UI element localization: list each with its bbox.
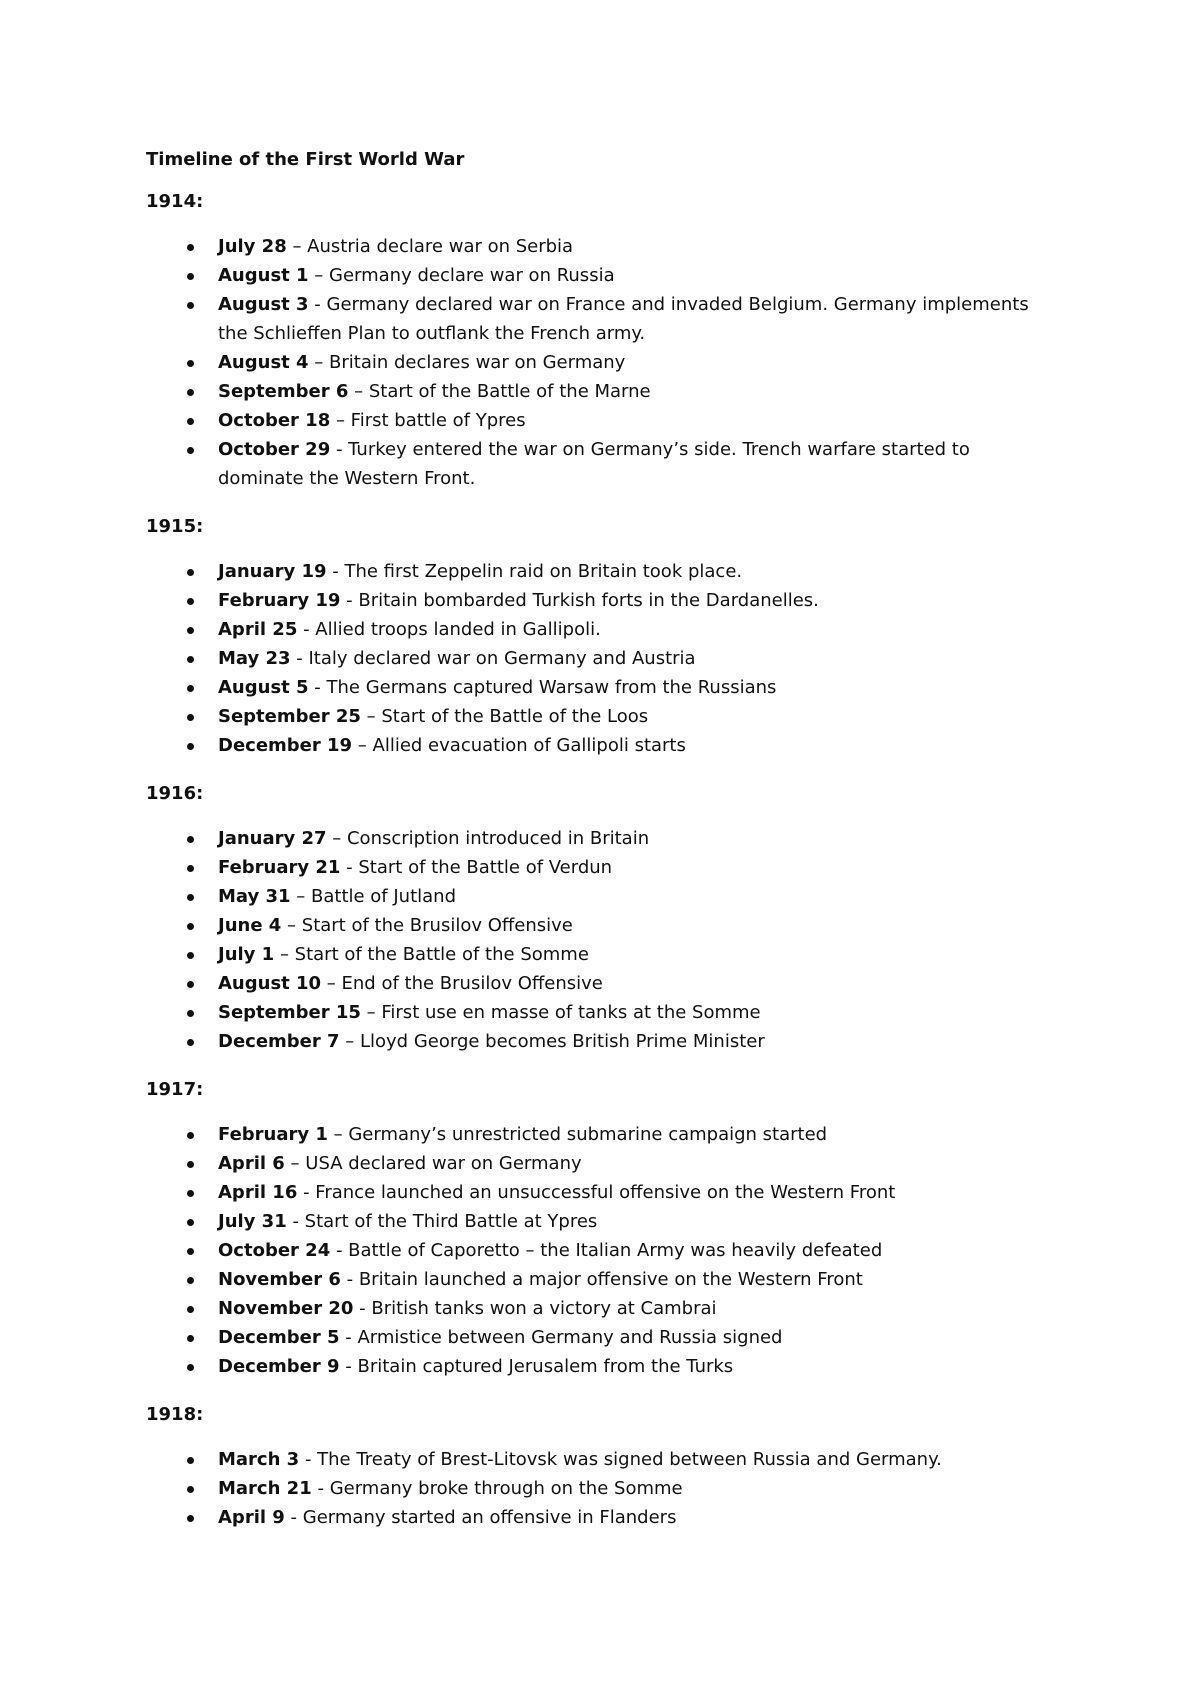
event-description: - The first Zeppelin raid on Britain took place. <box>326 561 743 582</box>
list-item <box>146 1352 1060 1381</box>
event-description: – Britain declares war on Germany <box>308 352 626 373</box>
list-item <box>146 731 1060 760</box>
bullet-icon <box>187 952 194 959</box>
event-description: – Austria declare war on Serbia <box>286 236 574 257</box>
bullet-icon <box>187 894 194 901</box>
event-description: – USA declared war on Germany <box>284 1153 582 1174</box>
bullet-icon <box>187 981 194 988</box>
list-item <box>146 232 1060 261</box>
bullet-icon <box>187 273 194 280</box>
bullet-icon <box>187 1335 194 1342</box>
list-item <box>146 1474 1060 1503</box>
event-date: November 6 <box>218 1269 341 1290</box>
list-item <box>146 1178 1060 1207</box>
bullet-icon <box>187 865 194 872</box>
bullet-icon <box>187 1306 194 1313</box>
event-description: – Lloyd George becomes British Prime Minister <box>339 1031 765 1052</box>
bullet-icon <box>187 714 194 721</box>
event-description: - Britain launched a major offensive on the Western Front <box>340 1269 863 1290</box>
event-description: - Italy declared war on Germany and Austria <box>290 648 696 669</box>
event-description: - Britain captured Jerusalem from the Turks <box>339 1356 734 1377</box>
bullet-icon <box>187 598 194 605</box>
list-item <box>146 1323 1060 1352</box>
event-date: August 4 <box>218 352 309 373</box>
list-item <box>146 1236 1060 1265</box>
list-item <box>146 406 1060 435</box>
event-list <box>146 1120 1060 1381</box>
event-description: - Germany declared war on France and invaded Belgium. Germany implements the Schlieffen Plan to outflank the French army. <box>218 294 1029 344</box>
event-description: – Battle of Jutland <box>290 886 457 907</box>
list-item <box>146 1265 1060 1294</box>
list-item <box>146 824 1060 853</box>
event-date: December 7 <box>218 1031 340 1052</box>
list-item <box>146 1120 1060 1149</box>
event-date: May 23 <box>218 648 291 669</box>
event-date: October 29 <box>218 439 331 460</box>
event-date: July 1 <box>218 944 275 965</box>
event-date: April 25 <box>218 619 298 640</box>
event-date: May 31 <box>218 886 291 907</box>
year-heading: 1916: <box>146 783 204 804</box>
list-item <box>146 702 1060 731</box>
bullet-icon <box>187 1457 194 1464</box>
event-description: – Allied evacuation of Gallipoli starts <box>352 735 686 756</box>
list-item <box>146 290 1060 348</box>
event-description: – Start of the Battle of the Marne <box>348 381 651 402</box>
event-description: – Conscription introduced in Britain <box>326 828 650 849</box>
event-list <box>146 557 1060 760</box>
bullet-icon <box>187 244 194 251</box>
event-description: - Armistice between Germany and Russia signed <box>339 1327 783 1348</box>
list-item <box>146 586 1060 615</box>
event-description: - The Germans captured Warsaw from the Russians <box>308 677 777 698</box>
bullet-icon <box>187 1219 194 1226</box>
list-item <box>146 673 1060 702</box>
event-description: – Germany’s unrestricted submarine campaign started <box>327 1124 828 1145</box>
event-date: June 4 <box>218 915 282 936</box>
event-description: – First use en masse of tanks at the Somme <box>360 1002 761 1023</box>
event-list <box>146 232 1060 493</box>
list-item <box>146 348 1060 377</box>
list-item <box>146 1294 1060 1323</box>
event-date: April 9 <box>218 1507 285 1528</box>
event-list <box>146 1445 1060 1532</box>
event-date: October 24 <box>218 1240 331 1261</box>
event-description: – Start of the Battle of the Loos <box>360 706 649 727</box>
list-item <box>146 1503 1060 1532</box>
list-item <box>146 1149 1060 1178</box>
list-item <box>146 853 1060 882</box>
event-description: - The Treaty of Brest-Litovsk was signed between Russia and Germany. <box>299 1449 942 1470</box>
bullet-icon <box>187 389 194 396</box>
event-description: - Allied troops landed in Gallipoli. <box>297 619 601 640</box>
list-item <box>146 998 1060 1027</box>
year-heading: 1915: <box>146 516 204 537</box>
event-date: August 3 <box>218 294 309 315</box>
event-date: April 16 <box>218 1182 298 1203</box>
event-description: - Turkey entered the war on Germany’s side. Trench warfare started to dominate the Western Front. <box>218 439 970 489</box>
year-heading: 1918: <box>146 1404 204 1425</box>
bullet-icon <box>187 836 194 843</box>
event-description: – End of the Brusilov Offensive <box>321 973 603 994</box>
bullet-icon <box>187 1277 194 1284</box>
bullet-icon <box>187 418 194 425</box>
bullet-icon <box>187 1190 194 1197</box>
event-date: February 21 <box>218 857 341 878</box>
event-date: March 3 <box>218 1449 300 1470</box>
event-description: – Start of the Brusilov Offensive <box>281 915 573 936</box>
list-item <box>146 557 1060 586</box>
event-date: January 19 <box>218 561 327 582</box>
event-date: August 5 <box>218 677 309 698</box>
document-title: Timeline of the First World War <box>146 149 465 170</box>
event-date: January 27 <box>218 828 327 849</box>
bullet-icon <box>187 1364 194 1371</box>
timeline-sections <box>146 190 1060 1532</box>
list-item <box>146 1027 1060 1056</box>
event-date: July 28 <box>218 236 287 257</box>
bullet-icon <box>187 743 194 750</box>
event-date: February 1 <box>218 1124 328 1145</box>
event-list <box>146 824 1060 1056</box>
bullet-icon <box>187 1039 194 1046</box>
event-description: - Start of the Third Battle at Ypres <box>286 1211 598 1232</box>
list-item <box>146 377 1060 406</box>
bullet-icon <box>187 1132 194 1139</box>
event-description: - France launched an unsuccessful offensive on the Western Front <box>297 1182 896 1203</box>
list-item <box>146 1207 1060 1236</box>
event-date: October 18 <box>218 410 331 431</box>
event-description: - Germany started an offensive in Flanders <box>284 1507 677 1528</box>
event-date: February 19 <box>218 590 341 611</box>
event-date: September 25 <box>218 706 361 727</box>
bullet-icon <box>187 569 194 576</box>
bullet-icon <box>187 656 194 663</box>
bullet-icon <box>187 627 194 634</box>
bullet-icon <box>187 1248 194 1255</box>
event-date: August 1 <box>218 265 309 286</box>
list-item <box>146 882 1060 911</box>
bullet-icon <box>187 1486 194 1493</box>
event-description: - British tanks won a victory at Cambrai <box>353 1298 717 1319</box>
bullet-icon <box>187 685 194 692</box>
event-date: December 5 <box>218 1327 340 1348</box>
event-date: September 15 <box>218 1002 361 1023</box>
event-description: - Germany broke through on the Somme <box>311 1478 683 1499</box>
bullet-icon <box>187 923 194 930</box>
bullet-icon <box>187 1010 194 1017</box>
event-description: - Start of the Battle of Verdun <box>340 857 613 878</box>
bullet-icon <box>187 360 194 367</box>
year-heading: 1917: <box>146 1079 204 1100</box>
event-date: April 6 <box>218 1153 285 1174</box>
list-item <box>146 911 1060 940</box>
event-date: July 31 <box>218 1211 287 1232</box>
bullet-icon <box>187 1161 194 1168</box>
event-description: - Britain bombarded Turkish forts in the Dardanelles. <box>340 590 819 611</box>
list-item <box>146 435 1060 493</box>
event-description: - Battle of Caporetto – the Italian Army was heavily defeated <box>330 1240 883 1261</box>
event-date: September 6 <box>218 381 349 402</box>
bullet-icon <box>187 302 194 309</box>
bullet-icon <box>187 447 194 454</box>
event-date: December 9 <box>218 1356 340 1377</box>
list-item <box>146 969 1060 998</box>
bullet-icon <box>187 1515 194 1522</box>
event-description: – Germany declare war on Russia <box>308 265 615 286</box>
list-item <box>146 615 1060 644</box>
event-date: November 20 <box>218 1298 354 1319</box>
year-heading: 1914: <box>146 191 204 212</box>
list-item <box>146 940 1060 969</box>
event-date: March 21 <box>218 1478 312 1499</box>
list-item <box>146 644 1060 673</box>
list-item <box>146 261 1060 290</box>
list-item <box>146 1445 1060 1474</box>
event-description: – First battle of Ypres <box>330 410 526 431</box>
event-description: – Start of the Battle of the Somme <box>274 944 589 965</box>
event-date: August 10 <box>218 973 322 994</box>
event-date: December 19 <box>218 735 353 756</box>
